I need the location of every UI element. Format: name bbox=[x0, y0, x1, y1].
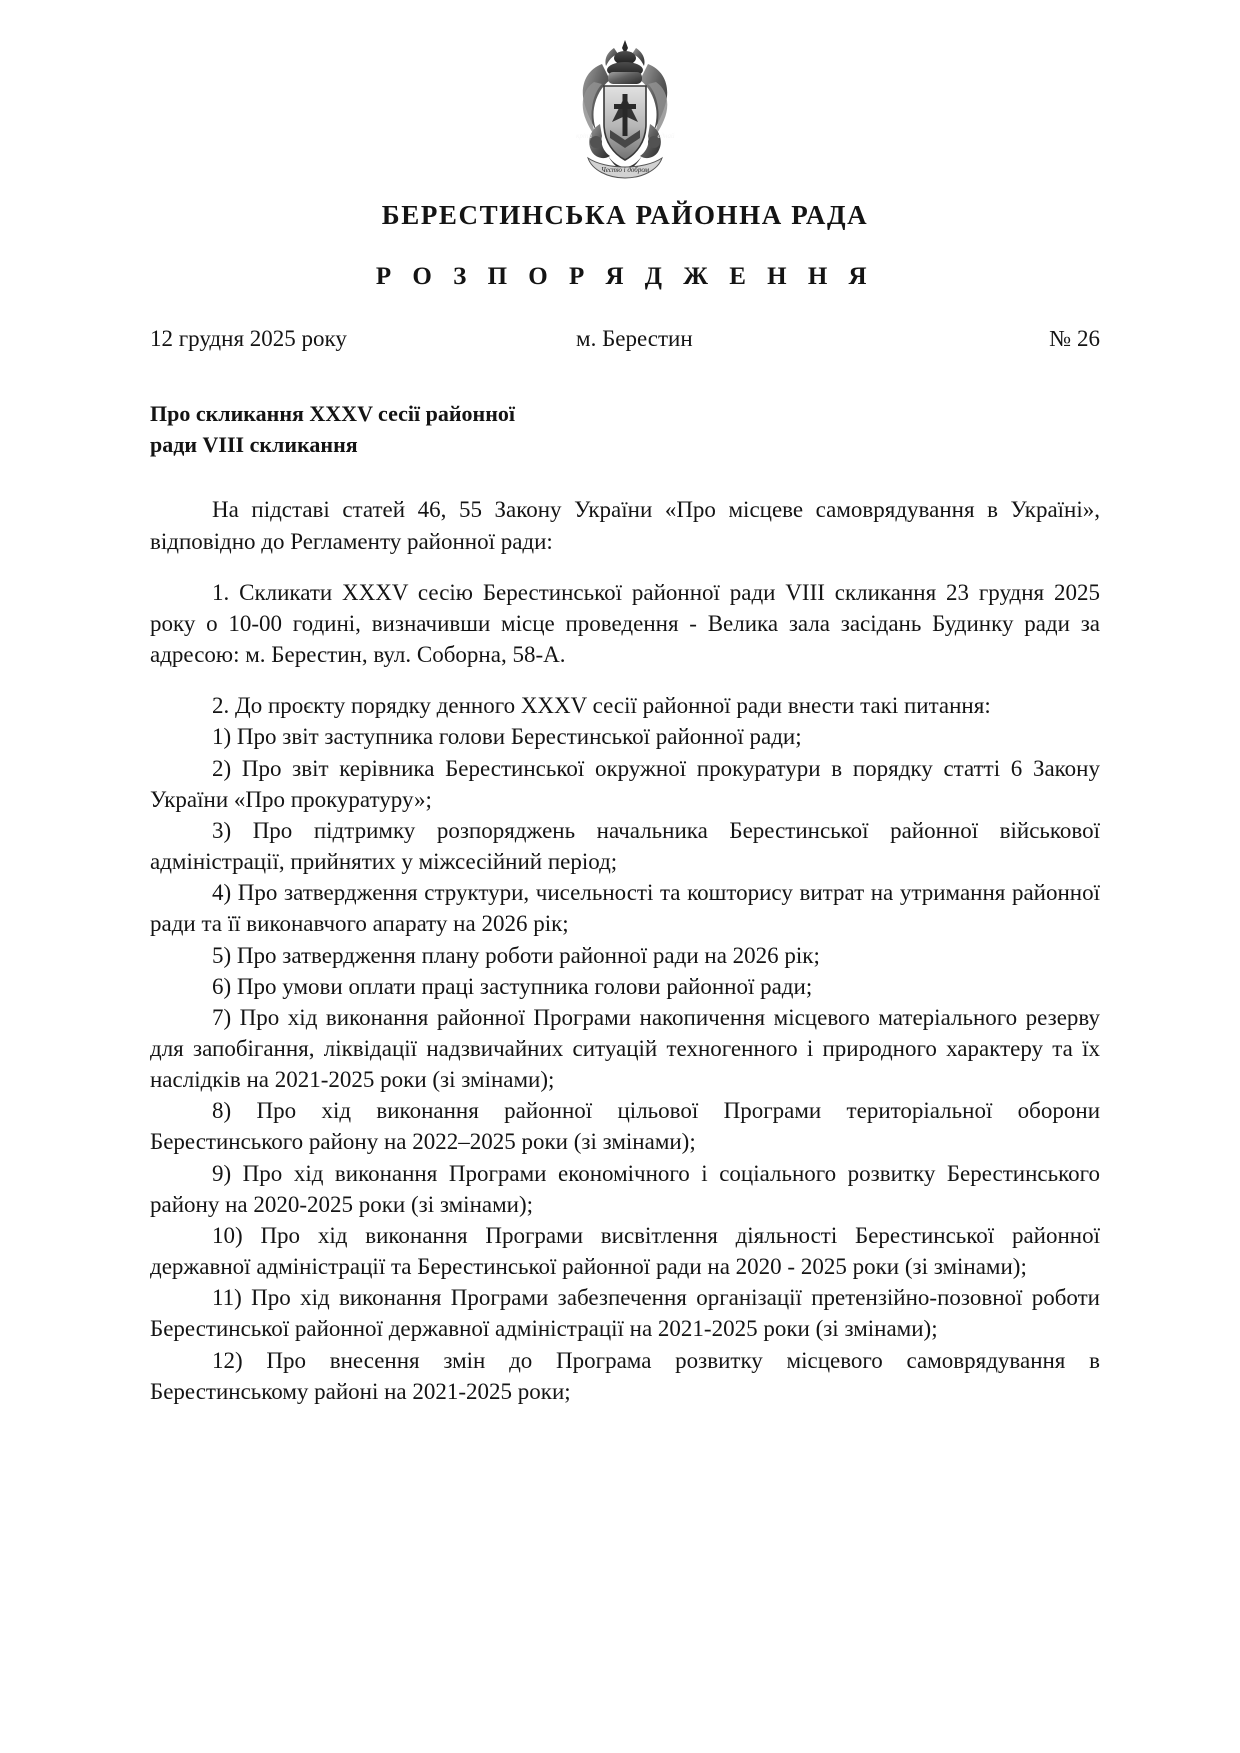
document-subject bbox=[150, 398, 1100, 460]
agenda-item: 10) Про хід виконання Програми висвітлення діяльності Берестинської районної державної адміністрації та Берестинської районної ради на 2020 - 2025 роки (зі змінами); bbox=[150, 1222, 1100, 1280]
agenda-item: 4) Про затвердження структури, чисельності та кошторису витрат на утримання районної ради та її виконавчого апарату на 2026 рік; bbox=[150, 880, 1100, 937]
agenda-item: 7) Про хід виконання районної Програми накопичення місцевого матеріального резерву для запобігання, ліквідації надзвичайних ситуацій техногенного і природного характеру та їх наслідків на 2021-2025 роки (зі змінами); bbox=[150, 1004, 1100, 1093]
coat-of-arms-icon bbox=[558, 38, 692, 184]
agenda-item: 1) Про звіт заступника голови Берестинської районної ради; bbox=[212, 724, 802, 750]
agenda-item: 6) Про умови оплати праці заступника голови районної ради; bbox=[212, 973, 813, 999]
agenda-item: 8) Про хід виконання районної цільової Програми територіальної оборони Берестинського району на 2022–2025 роки (зі змінами); bbox=[150, 1098, 1100, 1155]
subject-line-1: Про скликання XXXV сесії районної bbox=[150, 401, 515, 426]
clause-1-paragraph: 1. Скликати XXXV сесію Берестинської районної ради VIII скликання 23 грудня 2025 року о 10-00 годині, визначивши місце проведення - Велика зала засідань Будинку ради за адресою: м. Берестин, вул. Соборна, 58-А. bbox=[150, 579, 1100, 668]
subject-line-2: ради VIII скликання bbox=[150, 432, 358, 458]
preamble-paragraph: На підставі статей 46, 55 Закону України «Про місцеве самоврядування в Україні», відповідно до Регламенту районної ради: bbox=[150, 497, 1100, 554]
agenda-item: 11) Про хід виконання Програми забезпечення організації претензійно-позовної роботи Берестинської районної державної адміністрації на 2021-2025 роки (зі змінами); bbox=[150, 1285, 1100, 1342]
document-type-title: Р О З П О Р Я Д Ж Е Н Н Я bbox=[375, 263, 875, 290]
document-number: № 26 bbox=[1049, 326, 1100, 351]
clause-2-paragraph: 2. До проєкту порядку денного XXXV сесії районної ради внести такі питання: bbox=[212, 693, 991, 719]
svg-text:єднай: єднай bbox=[657, 132, 675, 140]
document-meta-row bbox=[150, 326, 1100, 356]
agenda-item: 3) Про підтримку розпоряджень начальника Берестинської районної військової адміністрації, прийнятих у міжсесійний період; bbox=[150, 817, 1100, 875]
svg-text:кріпи: кріпи bbox=[576, 132, 592, 140]
agenda-item: 12) Про внесення змін до Програма розвитку місцевого самоврядування в Берестинському районі на 2021-2025 роки; bbox=[150, 1347, 1100, 1404]
emblem-container bbox=[150, 38, 1100, 186]
agenda-item: 2) Про звіт керівника Берестинської окружної прокуратури в порядку статті 6 Закону України «Про прокуратуру»; bbox=[150, 755, 1100, 812]
document-body bbox=[150, 494, 1100, 1406]
organization-title: БЕРЕСТИНСЬКА РАЙОННА РАДА bbox=[381, 200, 869, 230]
agenda-item: 9) Про хід виконання Програми економічного і соціального розвитку Берестинського району на 2020-2025 роки (зі змінами); bbox=[150, 1160, 1100, 1217]
svg-text:Честю і добром: Честю і добром bbox=[600, 166, 650, 174]
document-date: 12 грудня 2025 року bbox=[150, 326, 347, 351]
agenda-item: 5) Про затвердження плану роботи районної ради на 2026 рік; bbox=[212, 942, 820, 968]
document-place: м. Берестин bbox=[576, 326, 693, 351]
